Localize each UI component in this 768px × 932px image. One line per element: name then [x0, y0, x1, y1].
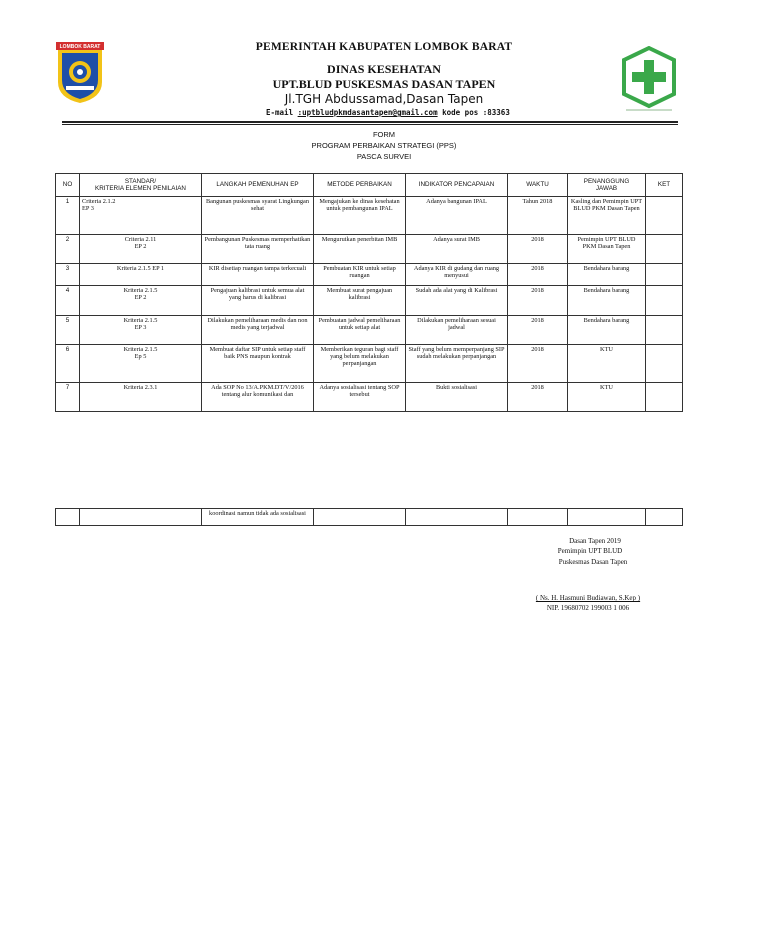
- cell-waktu: 2018: [508, 264, 568, 286]
- cell-langkah: Bangunan puskesmas syarat Lingkungan sehat: [202, 197, 314, 235]
- cont-cell: [646, 509, 683, 526]
- cont-cell-langkah: koordinasi namun tidak ada sosialisasi: [202, 509, 314, 526]
- cell-no: 6: [56, 345, 80, 383]
- table-row: [56, 286, 683, 316]
- cell-no: 2: [56, 235, 80, 264]
- cell-standar: Criteria 2.1.2 EP 3: [80, 197, 202, 235]
- logo-label: LOMBOK BARAT: [59, 44, 101, 50]
- cell-no: 4: [56, 286, 80, 316]
- cell-indikator: Dilakukan pemeliharaan sesuai jadwal: [406, 316, 508, 345]
- cell-ket: [646, 286, 683, 316]
- header-contact-row: [266, 108, 510, 117]
- signature-position-1: Pemimpin UPT BLUD: [557, 547, 623, 555]
- cell-indikator: Staff yang belum memperpanjang SIP sudah melakukan perpanjangan: [406, 345, 508, 383]
- cell-langkah: Dilakukan pemeliharaan medis dan non medis yang terjadwal: [202, 316, 314, 345]
- cell-metode: Mengurutkan penerbitan IMB: [314, 235, 406, 264]
- signatory-name: ( Ns. H. Hasmuni Budiawan, S.Kep ): [535, 594, 641, 602]
- cell-metode: Pembuatan KIR untuk setiap ruangan: [314, 264, 406, 286]
- cell-ket: [646, 197, 683, 235]
- cell-metode: Membuat surat pengajuan kalibrasi: [314, 286, 406, 316]
- cell-standar: Kriteria 2.1.5 Ep 5: [80, 345, 202, 383]
- header-ket: KET: [646, 174, 683, 197]
- header-no: NO: [56, 174, 80, 197]
- cell-waktu: 2018: [508, 345, 568, 383]
- cell-metode: Pembuatan jadwal pemeliharaan untuk setiap alat: [314, 316, 406, 345]
- cell-penanggung-jawab: Kasling dan Pemimpin UPT BLUD PKM Dasan Tapen: [568, 197, 646, 235]
- postal-code: kode pos :83363: [442, 108, 510, 117]
- cont-cell: [314, 509, 406, 526]
- table-row: [56, 345, 683, 383]
- header-langkah: LANGKAH PEMENUHAN EP: [202, 174, 314, 197]
- signature-place-date: Dasan Tapen 2019: [569, 537, 621, 545]
- cell-langkah: Ada SOP No 13/A.PKM.DT/V/2016 tentang alur komunikasi dan: [202, 383, 314, 412]
- table-row: [56, 316, 683, 345]
- header-rule-thick: [62, 121, 678, 123]
- cell-ket: [646, 345, 683, 383]
- header-line-address: Jl.TGH Abdussamad,Dasan Tapen: [284, 92, 484, 106]
- cell-penanggung-jawab: KTU: [568, 345, 646, 383]
- table-row: [56, 235, 683, 264]
- cont-cell: [406, 509, 508, 526]
- cell-standar: Kriteria 2.1.5 EP 2: [80, 286, 202, 316]
- table-row: [56, 264, 683, 286]
- cell-waktu: 2018: [508, 383, 568, 412]
- cell-standar: Kriteria 2.1.5 EP 3: [80, 316, 202, 345]
- email-address: :uptbludpkmdasantapen@gmail.com: [297, 108, 438, 117]
- cell-standar: Kriteria 2.1.5 EP 1: [80, 264, 202, 286]
- cell-no: 5: [56, 316, 80, 345]
- continuation-table: [55, 508, 683, 526]
- cell-indikator: Adanya bangunan IPAL: [406, 197, 508, 235]
- cell-indikator: Adanya surat IMB: [406, 235, 508, 264]
- form-title: FORM: [372, 130, 396, 139]
- cont-cell: [56, 509, 80, 526]
- cont-cell: [80, 509, 202, 526]
- header-line-dinas: DINAS KESEHATAN: [327, 62, 441, 76]
- cell-no: 1: [56, 197, 80, 235]
- cell-ket: [646, 383, 683, 412]
- cell-penanggung-jawab: Bendahara barang: [568, 316, 646, 345]
- header-indikator: INDIKATOR PENCAPAIAN: [406, 174, 508, 197]
- cell-penanggung-jawab: Bendahara barang: [568, 264, 646, 286]
- cell-penanggung-jawab: KTU: [568, 383, 646, 412]
- signatory-nip: NIP. 19680702 199003 1 006: [546, 604, 630, 612]
- cell-indikator: Sudah ada alat yang di Kalibrasi: [406, 286, 508, 316]
- header-metode: METODE PERBAIKAN: [314, 174, 406, 197]
- cell-ket: [646, 316, 683, 345]
- cell-waktu: 2018: [508, 286, 568, 316]
- cell-no: 7: [56, 383, 80, 412]
- form-subtitle: PASCA SURVEI: [356, 152, 412, 161]
- table-row: [56, 383, 683, 412]
- header-standar: STANDAR/ KRITERIA ELEMEN PENILAIAN: [80, 174, 202, 197]
- cell-metode: Adanya sosialisasi tentang SOP tersebut: [314, 383, 406, 412]
- cell-langkah: KIR disetiap ruangan tampa terkecuali: [202, 264, 314, 286]
- cell-penanggung-jawab: Pemimpin UPT BLUD PKM Dasan Tapen: [568, 235, 646, 264]
- cell-no: 3: [56, 264, 80, 286]
- form-program-title: PROGRAM PERBAIKAN STRATEGI (PPS): [311, 141, 457, 150]
- table-header-row: [56, 174, 683, 197]
- cont-cell: [568, 509, 646, 526]
- header-line-puskesmas: UPT.BLUD PUSKESMAS DASAN TAPEN: [272, 77, 496, 91]
- continuation-row: [56, 509, 683, 526]
- cell-penanggung-jawab: Bendahara barang: [568, 286, 646, 316]
- pps-table: [55, 173, 683, 412]
- cell-ket: [646, 264, 683, 286]
- header-rule-thin: [62, 124, 678, 125]
- header-line-government: PEMERINTAH KABUPATEN LOMBOK BARAT: [255, 41, 513, 53]
- cell-metode: Memberikan teguran bagi staff yang belum melakukan perpanjangan: [314, 345, 406, 383]
- cell-indikator: Bukti sosialisasi: [406, 383, 508, 412]
- cell-waktu: 2018: [508, 316, 568, 345]
- email-label: E-mail: [266, 108, 294, 117]
- cell-ket: [646, 235, 683, 264]
- cell-indikator: Adanya KIR di gudang dan ruang menyusui: [406, 264, 508, 286]
- cont-cell: [508, 509, 568, 526]
- cell-langkah: Pembangunan Puskesmas memperhatikan tata ruang: [202, 235, 314, 264]
- cell-langkah: Pengajuan kalibrasi untuk semua alat yang harus di kalibrasi: [202, 286, 314, 316]
- cell-standar: Kriteria 2.3.1: [80, 383, 202, 412]
- header-waktu: WAKTU: [508, 174, 568, 197]
- header-penanggung-jawab: PENANGGUNG JAWAB: [568, 174, 646, 197]
- cell-metode: Mengajukan ke dinas kesehatan untuk pembangunan IPAL: [314, 197, 406, 235]
- cell-waktu: 2018: [508, 235, 568, 264]
- cell-langkah: Membuat daftar SIP untuk setiap staff baik PNS maupun kontrak: [202, 345, 314, 383]
- table-row: [56, 197, 683, 235]
- cell-standar: Criteria 2.11 EP 2: [80, 235, 202, 264]
- cell-waktu: Tahun 2018: [508, 197, 568, 235]
- signature-position-2: Puskesmas Dasan Tapen: [558, 558, 628, 566]
